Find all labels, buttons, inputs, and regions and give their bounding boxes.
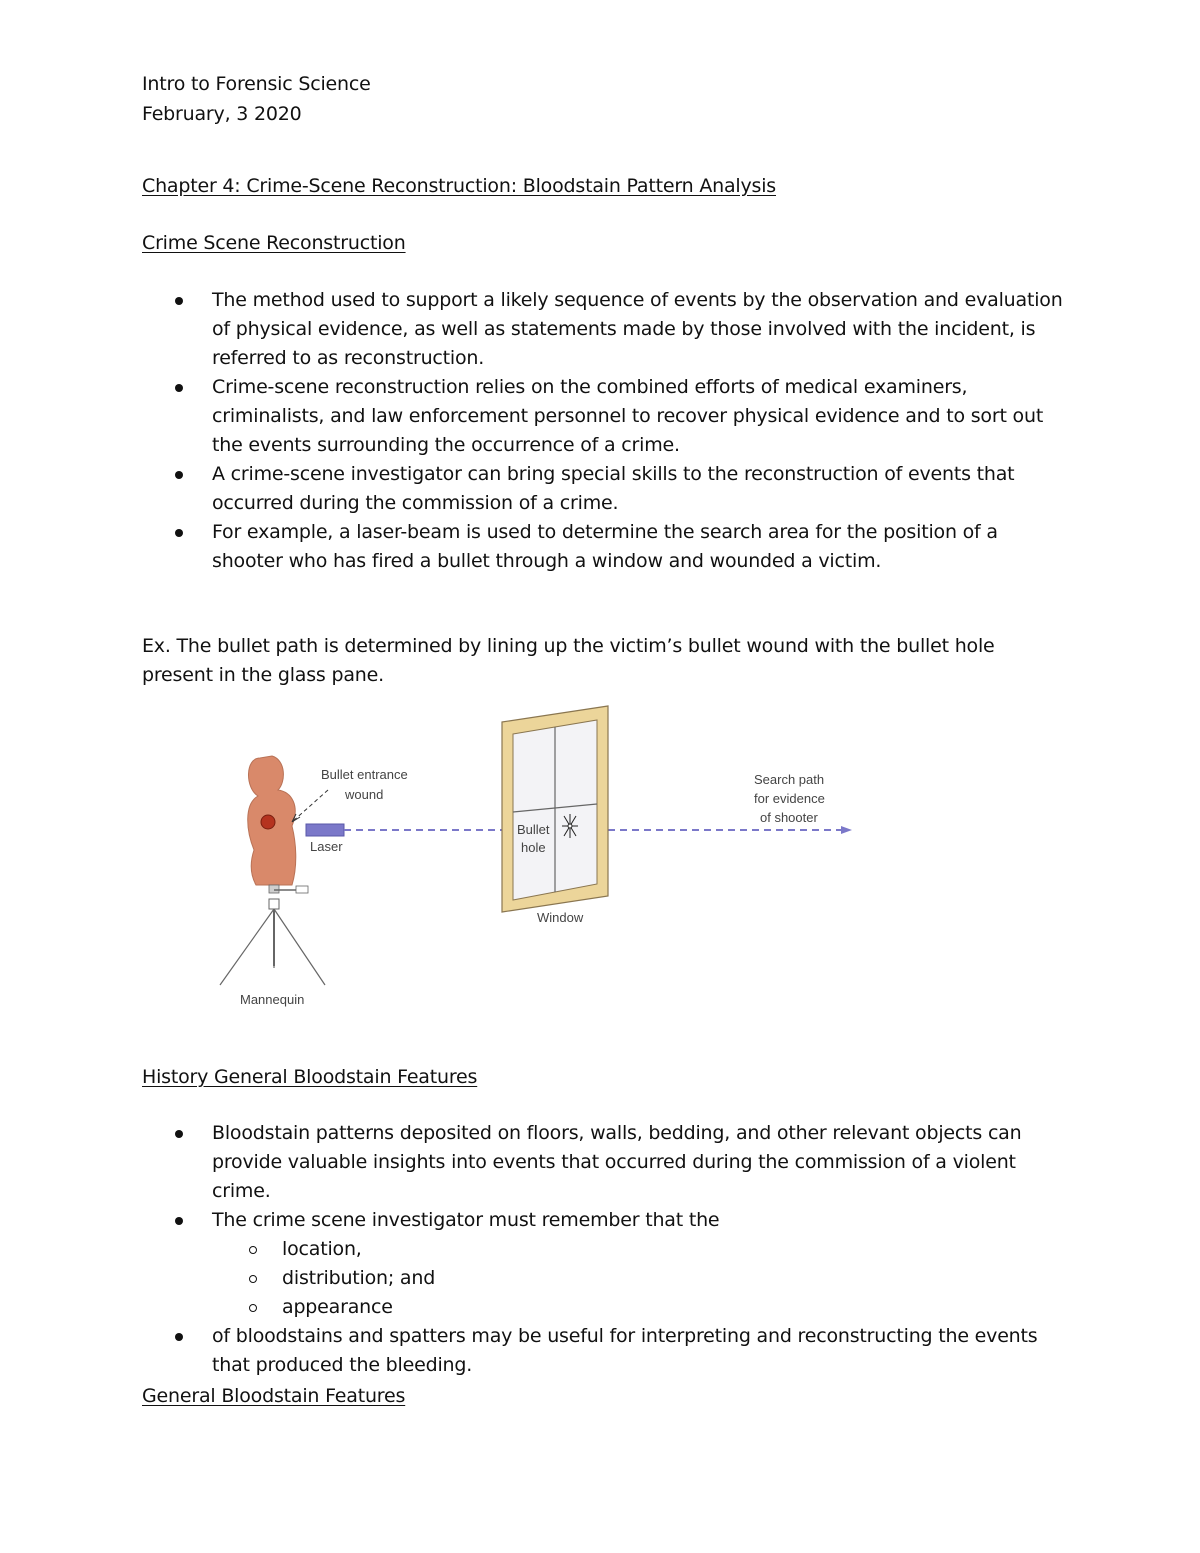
document-date: February, 3 2020	[142, 103, 302, 125]
search-path-label: of shooter	[760, 810, 818, 825]
course-title: Intro to Forensic Science	[142, 73, 371, 95]
list-item: For example, a laser-beam is used to determine the search area for the position of a shooter who has fired a bullet through a window and wounded a victim.	[142, 518, 1072, 576]
window-figure	[502, 706, 608, 912]
bloodstain-bullet-list	[142, 1119, 1072, 1380]
sub-list-item: appearance	[212, 1293, 1072, 1322]
section-heading-history: History General Bloodstain Features	[142, 1066, 478, 1088]
bloodstain-sub-list	[212, 1235, 1072, 1322]
bullet-dot	[175, 471, 183, 479]
section-heading-crime-scene-reconstruction: Crime Scene Reconstruction	[142, 232, 406, 254]
section-heading-general-bloodstain: General Bloodstain Features	[142, 1385, 406, 1407]
circle-bullet-icon	[249, 1304, 257, 1312]
circle-bullet-icon	[249, 1275, 257, 1283]
list-item: The crime scene investigator must remember that the location, distribution; and appearance	[142, 1206, 1072, 1322]
list-item: of bloodstains and spatters may be useful for interpreting and reconstructing the events that produced the bleeding.	[142, 1322, 1072, 1380]
tripod-leg	[274, 909, 325, 985]
bullet-hole-label: hole	[521, 840, 546, 855]
bullet-dot	[175, 1130, 183, 1138]
list-item: Crime-scene reconstruction relies on the combined efforts of medical examiners, criminalists, and law enforcement personnel to recover physical evidence and to sort out the events surrounding the occurrence of a crime.	[142, 373, 1072, 460]
list-item: A crime-scene investigator can bring special skills to the reconstruction of events that occurred during the commission of a crime.	[142, 460, 1072, 518]
example-line-2: present in the glass pane.	[142, 664, 384, 686]
list-item: The method used to support a likely sequence of events by the observation and evaluation of physical evidence, as well as statements made by those involved with the incident, is referred to as reconstruction.	[142, 286, 1072, 373]
mannequin-label: Mannequin	[240, 992, 305, 1007]
reconstruction-bullet-list	[142, 286, 1072, 576]
bullet-dot	[175, 529, 183, 537]
chapter-title: Chapter 4: Crime-Scene Reconstruction: Bloodstain Pattern Analysis	[142, 175, 776, 197]
bullet-dot	[175, 384, 183, 392]
tripod-leg	[220, 909, 274, 985]
arrow-right-icon	[841, 826, 852, 834]
mannequin-figure	[220, 756, 325, 985]
laser-label: Laser	[310, 839, 343, 854]
search-path-label: for evidence	[754, 791, 825, 806]
search-path-label: Search path	[754, 772, 825, 787]
bullet-hole-label: Bullet	[517, 822, 550, 837]
sub-list-item: distribution; and	[212, 1264, 1072, 1293]
wound-pointer	[292, 790, 328, 822]
wound-label: wound	[345, 787, 384, 802]
circle-bullet-icon	[249, 1246, 257, 1254]
bullet-wound-icon	[261, 815, 275, 829]
list-item: Bloodstain patterns deposited on floors, walls, bedding, and other relevant objects can provide valuable insights into events that occurred during the commission of a violent crime.	[142, 1119, 1072, 1206]
bullet-dot	[175, 1217, 183, 1225]
bullet-path-diagram	[200, 700, 880, 1020]
window-label: Window	[537, 910, 584, 925]
example-line-1: Ex. The bullet path is determined by lining up the victim’s bullet wound with the bullet hole	[142, 635, 995, 657]
bullet-dot	[175, 1333, 183, 1341]
wound-label: Bullet entrance	[321, 767, 408, 782]
sub-list-item: location,	[212, 1235, 1072, 1264]
bullet-dot	[175, 297, 183, 305]
laser-device	[306, 824, 344, 836]
